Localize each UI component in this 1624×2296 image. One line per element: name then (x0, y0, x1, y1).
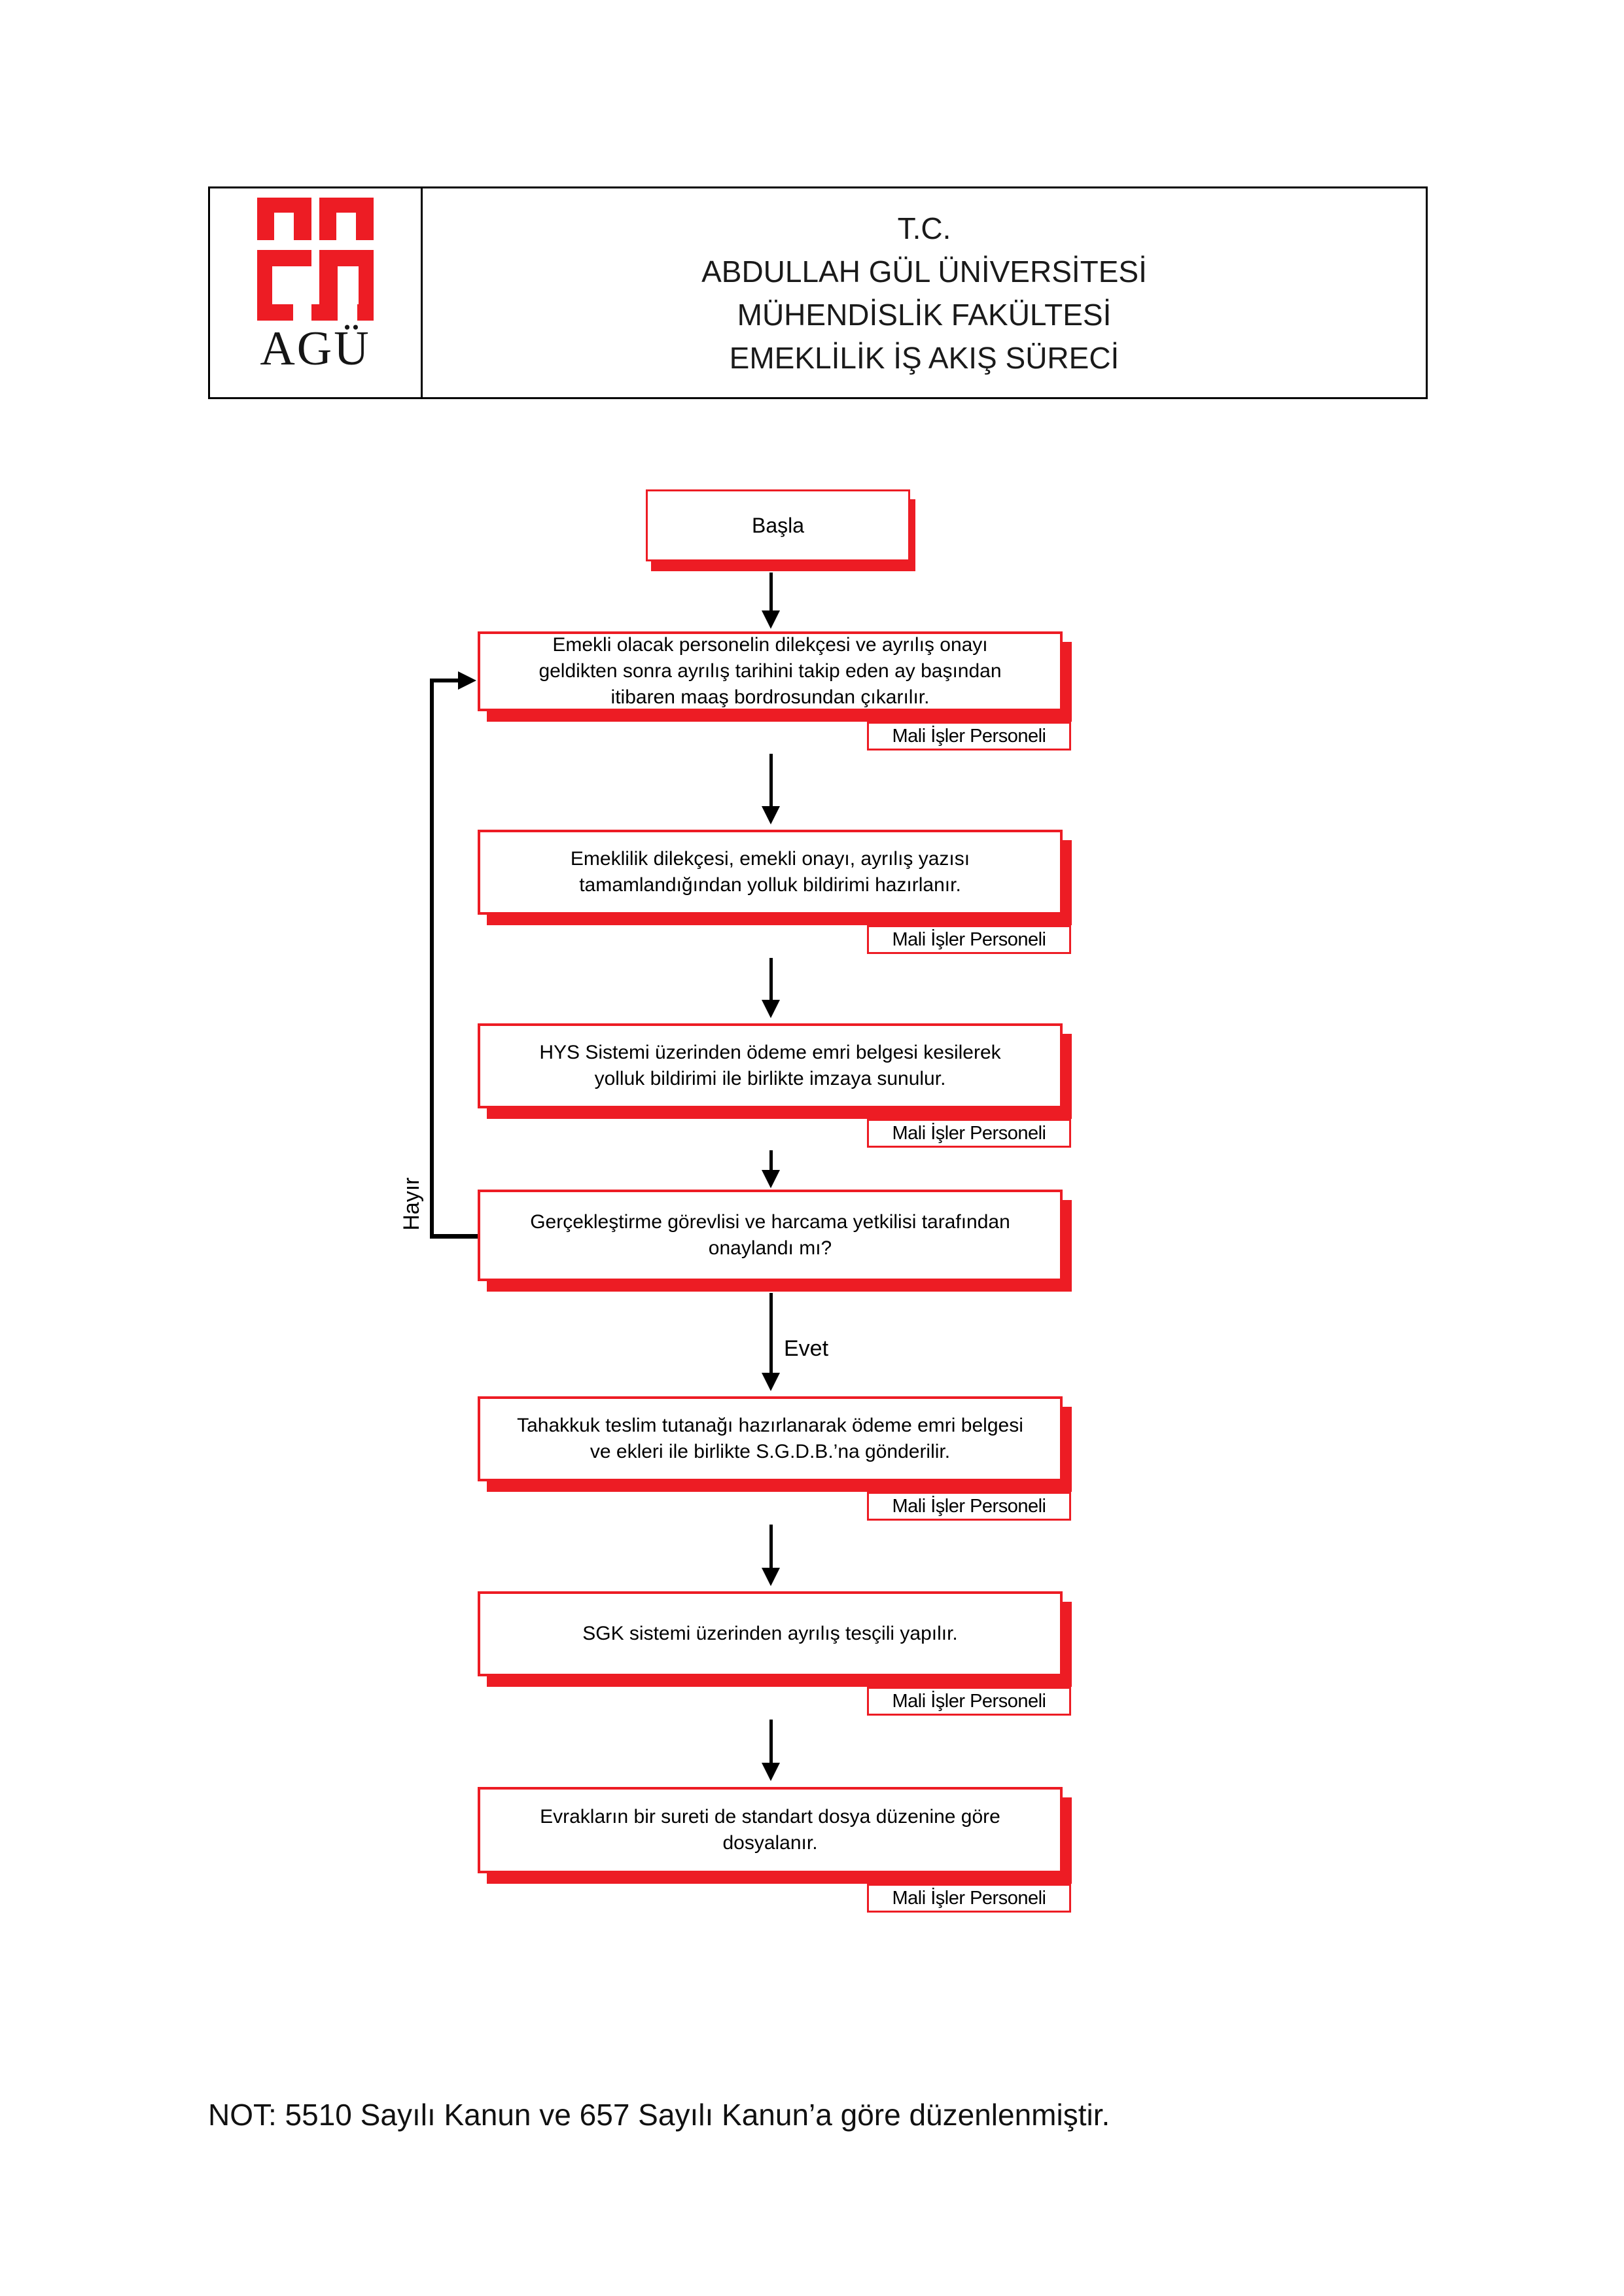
flow-decision (478, 1190, 1063, 1281)
decision-text: onaylandı mı? (708, 1237, 832, 1259)
logo-wordmark: AGÜ (260, 322, 371, 376)
flow-step-6 (478, 1787, 1063, 1873)
footnote: NOT: 5510 Sayılı Kanun ve 657 Sayılı Kanun’a göre düzenlenmiştir. (208, 2098, 1110, 2132)
title-line-2: ABDULLAH GÜL ÜNİVERSİTESİ (701, 254, 1147, 289)
step-6-text: dosyalanır. (722, 1832, 818, 1854)
flow-step-1 (478, 631, 1063, 711)
arrow-down-icon (762, 1568, 780, 1586)
flow-step-5 (478, 1591, 1063, 1676)
role-badge-6 (867, 1884, 1071, 1913)
no-branch-line (430, 1234, 478, 1239)
arrow-line (769, 573, 773, 612)
yes-edge-label: Evet (784, 1336, 829, 1361)
document-title (423, 188, 1426, 397)
role-label: Mali İşler Personeli (892, 1122, 1046, 1144)
no-branch-line (430, 679, 459, 682)
agu-logo-icon (257, 198, 374, 321)
yes-branch-line (769, 1293, 773, 1374)
arrow-line (769, 958, 773, 1001)
role-badge-3 (867, 1119, 1071, 1148)
arrow-down-icon (762, 806, 780, 824)
flow-step-4 (478, 1396, 1063, 1481)
role-label: Mali İşler Personeli (892, 1495, 1046, 1517)
role-badge-5 (867, 1687, 1071, 1716)
title-line-4: EMEKLİLİK İŞ AKIŞ SÜRECİ (729, 340, 1120, 375)
step-4-text: ve ekleri ile birlikte S.G.D.B.’na gönderilir. (590, 1441, 951, 1462)
arrow-down-icon (762, 1373, 780, 1391)
arrow-line (769, 754, 773, 807)
role-label: Mali İşler Personeli (892, 1690, 1046, 1712)
document-header (208, 186, 1428, 399)
step-6-text: Evrakların bir sureti de standart dosya düzenine göre (540, 1806, 1000, 1828)
no-branch-line (430, 679, 434, 1239)
start-label: Başla (751, 513, 805, 537)
step-3-text: HYS Sistemi üzerinden ödeme emri belgesi kesilerek (539, 1042, 1001, 1063)
no-edge-label: Hayır (399, 1177, 424, 1231)
arrow-down-icon (762, 1170, 780, 1188)
arrow-down-icon (762, 1000, 780, 1018)
arrow-line (769, 1720, 773, 1764)
flow-step-3 (478, 1023, 1063, 1108)
arrow-line (769, 1150, 773, 1171)
title-line-3: MÜHENDİSLİK FAKÜLTESİ (737, 297, 1112, 332)
title-line-1: T.C. (897, 211, 951, 245)
role-badge-1 (867, 722, 1071, 751)
role-badge-4 (867, 1492, 1071, 1521)
arrow-line (769, 1525, 773, 1569)
step-4-text: Tahakkuk teslim tutanağı hazırlanarak ödeme emri belgesi (517, 1415, 1023, 1436)
flow-step-2 (478, 830, 1063, 915)
role-badge-2 (867, 925, 1071, 954)
role-label: Mali İşler Personeli (892, 725, 1046, 747)
step-1-text: itibaren maaş bordrosundan çıkarılır. (610, 686, 930, 708)
step-3-text: yolluk bildirimi ile birlikte imzaya sunulur. (594, 1068, 946, 1089)
step-5-text: SGK sistemi üzerinden ayrılış tesçili yapılır. (582, 1623, 958, 1644)
role-label: Mali İşler Personeli (892, 1887, 1046, 1909)
step-2-text: tamamlandığından yolluk bildirimi hazırlanır. (579, 874, 961, 896)
step-1-text: geldikten sonra ayrılış tarihini takip eden ay başından (538, 660, 1002, 682)
decision-text: Gerçekleştirme görevlisi ve harcama yetkilisi tarafından (530, 1211, 1010, 1233)
arrow-down-icon (762, 610, 780, 629)
arrow-right-icon (458, 671, 476, 690)
flow-start-node (646, 489, 910, 561)
arrow-down-icon (762, 1763, 780, 1781)
step-2-text: Emeklilik dilekçesi, emekli onayı, ayrılış yazısı (570, 848, 970, 870)
logo-cell (210, 188, 423, 397)
step-1-text: Emekli olacak personelin dilekçesi ve ayrılış onayı (552, 634, 988, 656)
role-label: Mali İşler Personeli (892, 928, 1046, 950)
